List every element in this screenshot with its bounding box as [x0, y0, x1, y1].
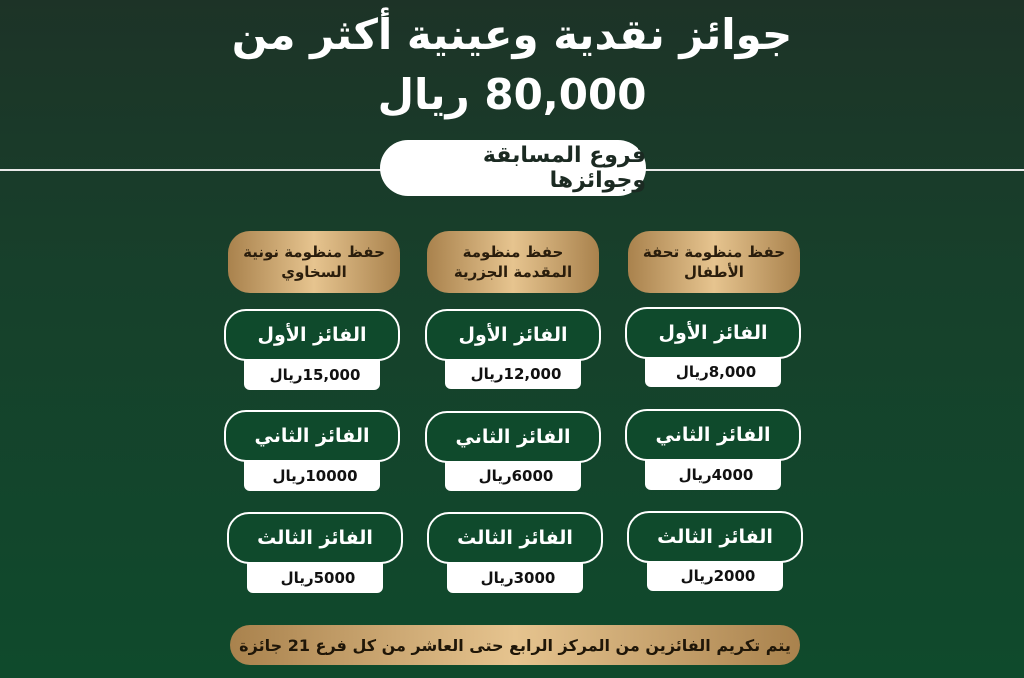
section-label: فروع المسابقة وجوائزها	[380, 140, 646, 196]
currency-label: ريال	[680, 567, 714, 585]
currency-label: ريال	[269, 366, 303, 384]
prize-amount	[247, 563, 383, 593]
amount-value: 15,000	[302, 366, 361, 384]
currency-label: ريال	[478, 467, 512, 485]
prize-amount	[447, 563, 583, 593]
prize-amount	[445, 359, 581, 389]
currency-label: ريال	[675, 363, 709, 381]
branch-header-nuniyyat-al-sakhawi: حفظ منظومة نونية السخاوي	[228, 231, 400, 293]
amount-value: 6000	[511, 467, 554, 485]
prize-amount	[244, 360, 380, 390]
rank-pill-first: الفائز الأول	[625, 307, 801, 359]
rank-pill-second: الفائز الثاني	[425, 411, 601, 463]
headline-line-1: جوائز نقدية وعينية أكثر من	[231, 10, 793, 59]
amount-value: 5000	[313, 569, 356, 587]
branch-header-muqaddima-jazariyya: حفظ منظومة المقدمة الجزرية	[427, 231, 599, 293]
footer-note: يتم تكريم الفائزين من المركز الرابع حتى العاشر من كل فرع 21 جائزة	[230, 625, 800, 665]
prize-amount	[645, 460, 781, 490]
headline-line-2: 80,000 ريال	[377, 70, 647, 119]
currency-label: ريال	[470, 365, 504, 383]
amount-value: 8,000	[708, 363, 757, 381]
rank-pill-second: الفائز الثاني	[224, 410, 400, 462]
currency-label: ريال	[480, 569, 514, 587]
prize-amount	[647, 561, 783, 591]
currency-label: ريال	[678, 466, 712, 484]
branch-header-tuhfat-al-atfal: حفظ منظومة تحفة الأطفال	[628, 231, 800, 293]
prize-amount	[445, 461, 581, 491]
amount-value: 12,000	[503, 365, 562, 383]
prize-amount	[244, 461, 380, 491]
rank-pill-first: الفائز الأول	[224, 309, 400, 361]
rank-pill-third: الفائز الثالث	[627, 511, 803, 563]
amount-value: 4000	[711, 466, 754, 484]
rank-pill-third: الفائز الثالث	[227, 512, 403, 564]
rank-pill-first: الفائز الأول	[425, 309, 601, 361]
currency-label: ريال	[272, 467, 306, 485]
currency-label: ريال	[280, 569, 314, 587]
prize-amount	[645, 357, 781, 387]
rank-pill-second: الفائز الثاني	[625, 409, 801, 461]
rank-pill-third: الفائز الثالث	[427, 512, 603, 564]
amount-value: 10000	[305, 467, 358, 485]
amount-value: 3000	[513, 569, 556, 587]
amount-value: 2000	[713, 567, 756, 585]
